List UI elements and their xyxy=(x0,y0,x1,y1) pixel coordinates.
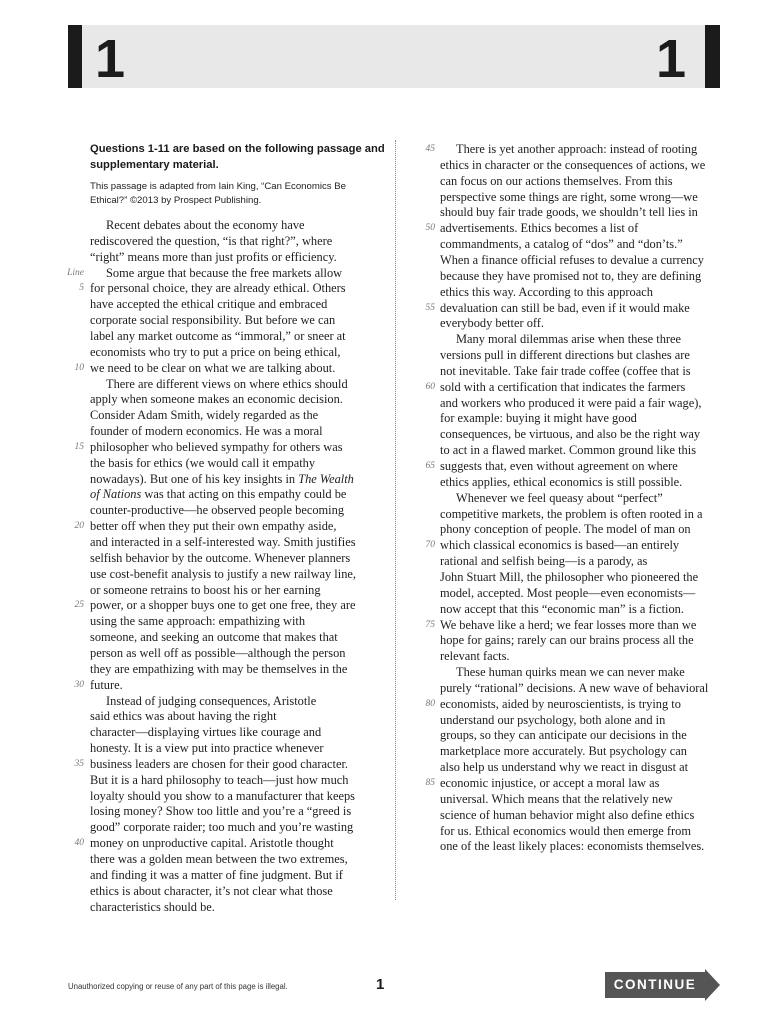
passage-line: person as well off as possible—although the person xyxy=(90,645,346,660)
passage-line: or someone retrains to boost his or her earning xyxy=(90,582,321,597)
line-number: 65 xyxy=(425,461,435,471)
column-divider xyxy=(395,140,396,900)
copyright-note: Unauthorized copying or reuse of any part of this page is illegal. xyxy=(68,982,288,991)
passage-line: ethics is about character, it’s not clear what those xyxy=(90,883,333,898)
line-number: 45 xyxy=(425,144,435,154)
passage-line: and interacted in a self-interested way. Smith justifies xyxy=(90,535,356,549)
passage-line: science of human behavior might also define ethics xyxy=(440,807,695,822)
passage-line: phony conception of people. The model of man on xyxy=(440,522,691,537)
passage-line: Whenever we feel queasy about “perfect” xyxy=(456,490,663,505)
passage-line: loyalty should you show to a manufacturer that keeps xyxy=(90,788,355,803)
passage-line: universal. Which means that the relatively new xyxy=(440,791,673,806)
passage-line: relevant facts. xyxy=(440,649,510,664)
passage-line: now accept that this “economic man” is a fiction. xyxy=(440,601,684,616)
passage-line: using the same approach: empathizing with xyxy=(90,614,306,629)
passage-line: for example: buying it might have good xyxy=(440,411,637,426)
passage-line: hope for gains; rarely can our brains process all the xyxy=(440,633,694,648)
passage-line: they are empathizing with may be themselves in the xyxy=(90,661,348,676)
line-number: 20 xyxy=(74,521,84,532)
line-number: 35 xyxy=(74,758,84,769)
passage-line: for us. Ethical economics would then emerge from xyxy=(440,823,691,838)
passage-line: of Nations was that acting on this empathy could be xyxy=(90,487,347,502)
line-number: 85 xyxy=(425,778,435,788)
passage-line: When a finance official refuses to devalue a currency xyxy=(440,252,704,267)
passage-line: better off when they put their own empathy aside, xyxy=(90,519,337,534)
passage-line: someone, and seeking an outcome that makes that xyxy=(90,630,338,645)
passage-line: character—displaying virtues like courage and xyxy=(90,725,322,740)
line-number: 5 xyxy=(79,283,84,294)
passage-line: also help us understand why we react in disgust at xyxy=(440,760,689,775)
passage-line: sold with a certification that indicates the farmers xyxy=(440,379,686,394)
passage-line: nowadays). But one of his key insights in The Wealth xyxy=(90,471,354,486)
passage-line: devaluation can still be bad, even if it would make xyxy=(440,300,690,315)
passage-line: the basis for ethics (we would call it empathy xyxy=(90,455,316,470)
passage-line: understand our psychology, both alone and in xyxy=(440,712,666,727)
passage-line: have accepted the ethical critique and embraced xyxy=(90,297,328,312)
passage-line: These human quirks mean we can never make xyxy=(456,665,685,680)
section-number-left: 1 xyxy=(95,29,126,89)
passage-line: economists, aided by neuroscientists, is trying to xyxy=(440,696,681,711)
passage-line: should buy fair trade goods, we shouldn’t tell lies in xyxy=(440,205,698,220)
line-number: 50 xyxy=(425,223,435,234)
passage-line: There are different views on where ethics should xyxy=(106,376,348,391)
passage-line: competitive markets, the problem is often rooted in a xyxy=(440,506,703,521)
line-label: Line xyxy=(67,267,84,278)
passage-line: to act in a flawed market. Common ground like this xyxy=(440,443,697,458)
passage-line: one of the least likely places: economists themselves. xyxy=(440,839,705,854)
passage-line: good” corporate raider; too much and you’re wasting xyxy=(90,820,354,835)
passage-line: marketplace more accurately. But psychology can xyxy=(440,744,687,759)
passage-line: economists who try to put a price on being ethical, xyxy=(90,344,341,359)
passage-line: We behave like a herd; we fear losses more than we xyxy=(440,617,697,632)
passage-line: because they have promised not to, they are defining xyxy=(440,268,702,283)
passage-line: and finding it was a matter of fine judgment. But if xyxy=(90,867,343,882)
passage-line: ethics this way. According to this approach xyxy=(440,284,653,299)
passage-line: use cost-benefit analysis to justify a new railway line, xyxy=(90,566,356,581)
passage-line: Some argue that because the free markets allow xyxy=(106,265,343,280)
passage-line: characteristics should be. xyxy=(90,899,215,914)
line-number: 80 xyxy=(425,698,435,709)
passage-line: rediscovered the question, “is that right?”, where xyxy=(90,233,333,248)
passage-line: Instead of judging consequences, Aristotle xyxy=(106,693,317,708)
passage-source: This passage is adapted from Iain King, “Can Economics Be Ethical?” ©2013 by Prospect Publishing. xyxy=(90,181,346,206)
passage-line: versions pull in different directions but clashes are xyxy=(440,348,690,363)
passage-line: we need to be clear on what we are talking about. xyxy=(90,360,336,375)
line-number: 70 xyxy=(425,540,435,551)
passage-line: honesty. It is a view put into practice whenever xyxy=(90,741,324,756)
passage-line: ethics applies, ethical economics is still possible. xyxy=(440,474,683,489)
passage-line: counter-productive—he observed people becoming xyxy=(90,503,345,518)
passage-line: money on unproductive capital. Aristotle thought xyxy=(90,836,334,851)
header-bar-left xyxy=(68,25,82,88)
passage-line: groups, so they can anticipate our decisions in the xyxy=(440,728,687,743)
passage-line: ethics in character or the consequences of actions, we xyxy=(440,157,706,172)
passage-line: losing money? Show too little and you’re a “greed is xyxy=(90,804,352,819)
passage-line: said ethics was about having the right xyxy=(90,709,277,724)
line-number: 10 xyxy=(74,362,84,373)
passage-line: founder of modern economics. He was a moral xyxy=(90,424,323,439)
passage-line: there was a golden mean between the two extremes, xyxy=(90,852,348,866)
passage-line: purely “rational” decisions. A new wave of behavioral xyxy=(440,680,709,695)
line-number: 75 xyxy=(425,619,435,630)
passage-line: future. xyxy=(90,677,123,692)
passage-line: Many moral dilemmas arise when these three xyxy=(456,332,682,347)
line-number: 15 xyxy=(74,441,84,452)
passage-line: There is yet another approach: instead of rooting xyxy=(456,142,698,156)
passage-line: consequences, be virtuous, and also be the right way xyxy=(440,427,701,442)
passage-intro: Questions 1-11 are based on the following passage and supplementary material. xyxy=(90,143,385,171)
passage-line: Recent debates about the economy have xyxy=(106,218,305,232)
continue-label: CONTINUE xyxy=(613,977,697,992)
passage-line: label any market outcome as “immoral,” or sneer at xyxy=(90,328,346,343)
passage-line: business leaders are chosen for their good character. xyxy=(90,756,349,771)
passage-line: not inevitable. Take fair trade coffee (coffee that is xyxy=(440,363,691,378)
passage-line: philosopher who believed sympathy for others was xyxy=(90,439,343,454)
passage-line: Consider Adam Smith, widely regarded as the xyxy=(90,408,319,423)
page-number: 1 xyxy=(376,976,385,993)
passage-line: for personal choice, they are already ethical. Others xyxy=(90,281,346,296)
passage-line: perspective some things are right, some wrong—we xyxy=(440,189,698,204)
line-number: 25 xyxy=(74,600,84,611)
header-band xyxy=(68,25,720,88)
passage-line: and workers who produced it were paid a fair wage), xyxy=(440,395,702,410)
passage-line: advertisements. Ethics becomes a list of xyxy=(440,221,639,236)
passage-line: commandments, a catalog of “dos” and “don’ts.” xyxy=(440,237,683,252)
passage-line: corporate social responsibility. But before we can xyxy=(90,313,336,328)
passage-line: which classical economics is based—an entirely xyxy=(440,538,680,553)
passage-line: can focus on our actions themselves. From this xyxy=(440,173,673,188)
header-bar-right xyxy=(705,25,720,88)
passage-line: model, accepted. Most people—even economists— xyxy=(440,585,696,600)
passage-line: John Stuart Mill, the philosopher who pioneered the xyxy=(440,569,699,584)
section-number-right: 1 xyxy=(656,29,687,89)
passage-line: suggests that, even without agreement on where xyxy=(440,459,678,473)
passage-line: rational and selfish being—is a parody, as xyxy=(440,554,648,569)
passage-line: selfish behavior by the outcome. Whenever planners xyxy=(90,550,351,565)
passage-line: economic injustice, or accept a moral law as xyxy=(440,776,660,790)
passage-line: everybody better off. xyxy=(440,316,545,331)
passage-line: apply when someone makes an economic decision. xyxy=(90,392,343,407)
passage-line: But it is a hard philosophy to teach—just how much xyxy=(90,772,349,787)
passage-line: power, or a shopper buys one to get one free, they are xyxy=(90,598,356,613)
line-number: 55 xyxy=(425,302,435,313)
continue-button[interactable] xyxy=(605,969,720,1001)
line-number: 60 xyxy=(425,381,435,392)
line-number: 40 xyxy=(74,838,84,849)
line-number: 30 xyxy=(74,679,84,690)
passage-line: “right” means more than just profits or efficiency. xyxy=(90,249,337,264)
